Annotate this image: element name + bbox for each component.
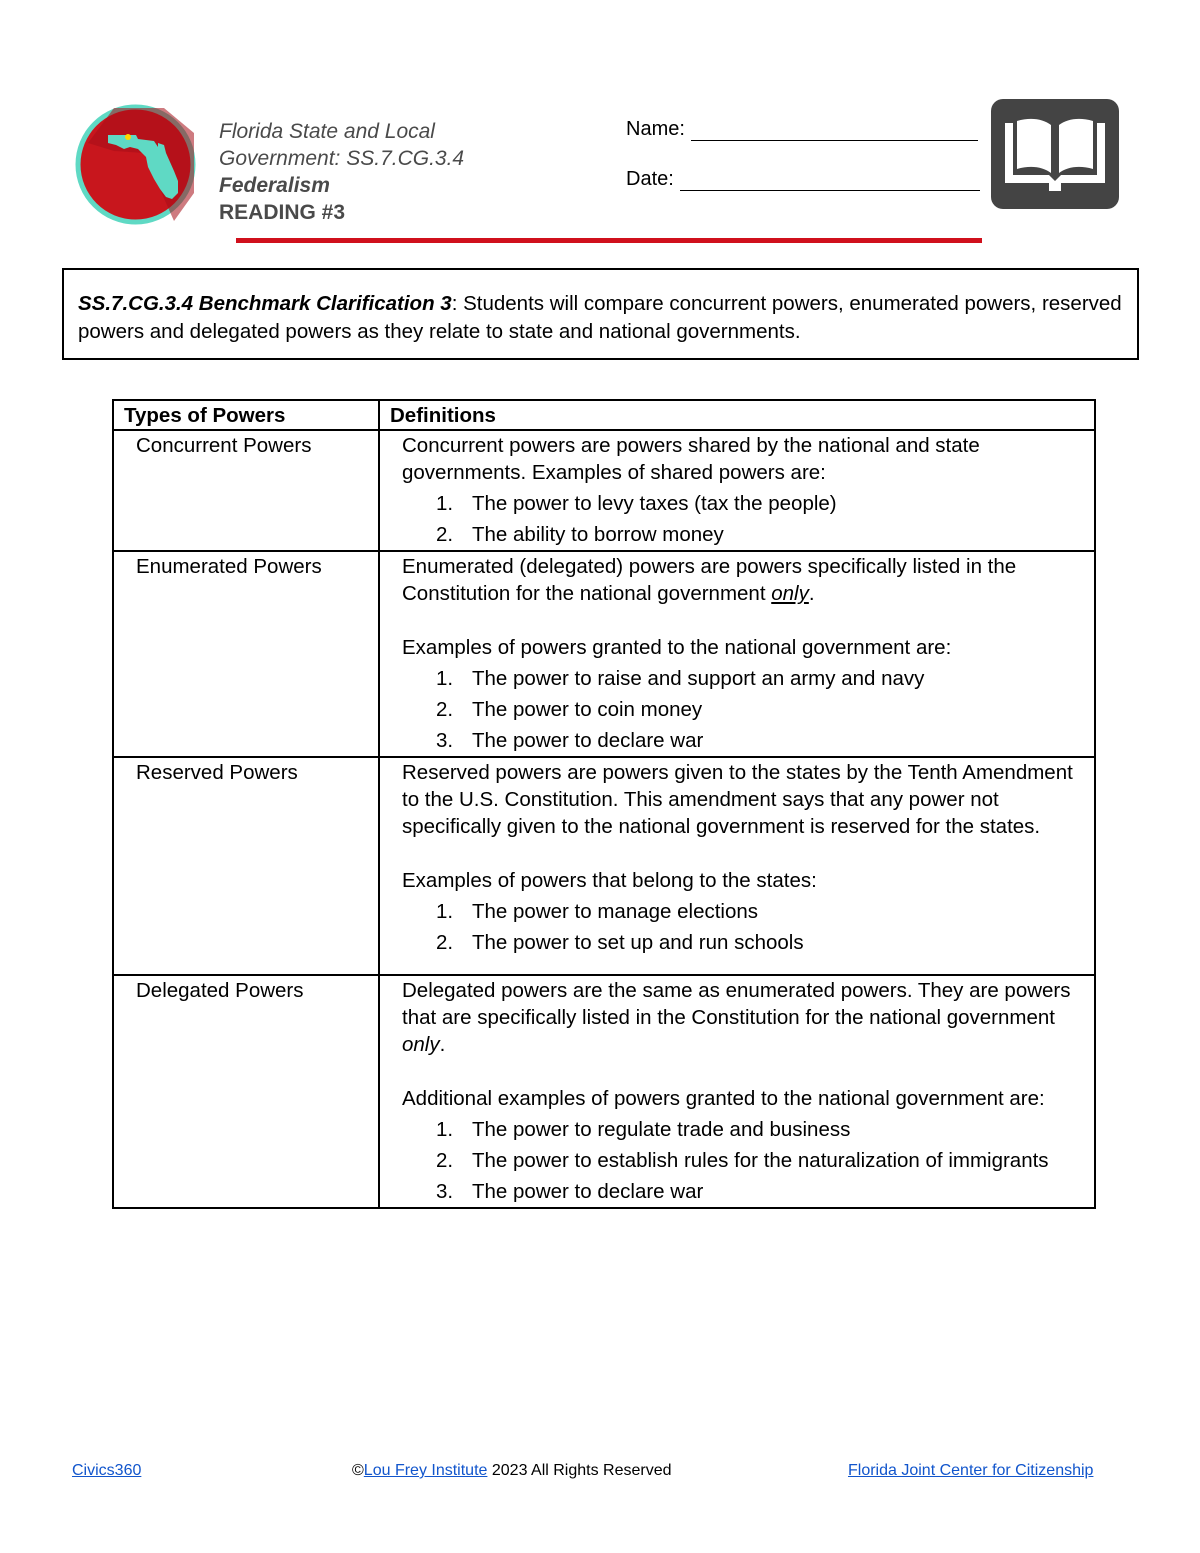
- title-block: [219, 118, 464, 226]
- header-types: Types of Powers: [113, 400, 379, 430]
- powers-table: [112, 399, 1096, 1209]
- name-field[interactable]: [626, 118, 978, 141]
- table-row: [113, 551, 1095, 757]
- table-header-row: [113, 400, 1095, 430]
- table-row: [113, 975, 1095, 1208]
- header-divider: [236, 238, 982, 243]
- power-definition: [379, 430, 1095, 551]
- civics360-link[interactable]: Civics360: [72, 1462, 142, 1479]
- power-definition: [379, 757, 1095, 975]
- rights-text: 2023 All Rights Reserved: [487, 1462, 672, 1479]
- benchmark-label: SS.7.CG.3.4 Benchmark Clarification 3: [78, 292, 452, 315]
- examples-intro: Examples of powers that belong to the states:: [402, 869, 817, 892]
- florida-map-logo-icon: [74, 103, 197, 226]
- list-item: 2. The power to establish rules for the naturalization of immigrants: [436, 1149, 1049, 1172]
- power-type: Delegated Powers: [113, 975, 379, 1208]
- list-item: 1. The power to levy taxes (tax the people): [436, 492, 837, 515]
- definition-text: Delegated powers are the same as enumerated powers. They are powers that are specifically listed in the Constitution for the national government only.: [402, 979, 1071, 1056]
- examples-list: [402, 665, 1084, 754]
- topic-title: Federalism: [219, 174, 330, 197]
- emphasis-only: only: [771, 582, 809, 605]
- benchmark-box: [62, 268, 1139, 360]
- header-definitions: Definitions: [379, 400, 1095, 430]
- definition-text: Reserved powers are powers given to the states by the Tenth Amendment to the U.S. Constitution. This amendment says that any power not specifically given to the national government is reserved for the states.: [402, 761, 1073, 838]
- copyright-symbol: ©: [352, 1462, 364, 1479]
- examples-list: [402, 1116, 1084, 1205]
- examples-list: [402, 898, 1084, 956]
- examples-intro: Additional examples of powers granted to the national government are:: [402, 1087, 1045, 1110]
- title-line-2: Government: SS.7.CG.3.4: [219, 147, 465, 170]
- examples-intro: Examples of powers granted to the national government are:: [402, 636, 952, 659]
- list-item: 2. The power to coin money: [436, 698, 703, 721]
- benchmark-colon: :: [451, 292, 464, 315]
- footer-copyright: [352, 1462, 672, 1480]
- emphasis-only: only: [402, 1033, 440, 1056]
- power-definition: [379, 551, 1095, 757]
- list-item: 1. The power to regulate trade and business: [436, 1118, 851, 1141]
- name-line[interactable]: [691, 120, 978, 141]
- footer-left: [72, 1462, 141, 1480]
- reading-number: READING #3: [219, 201, 346, 224]
- list-item: 1. The power to manage elections: [436, 900, 759, 923]
- date-field[interactable]: [626, 168, 980, 191]
- name-label: Name:: [626, 118, 685, 140]
- date-line[interactable]: [680, 170, 980, 191]
- power-type: Enumerated Powers: [113, 551, 379, 757]
- power-type: Concurrent Powers: [113, 430, 379, 551]
- benchmark-text: Students will compare concurrent powers, enumerated powers, reserved powers and delegated powers as they relate to state and national governments.: [78, 292, 1122, 343]
- table-row: [113, 757, 1095, 975]
- title-line-1: Florida State and Local: [219, 120, 435, 143]
- table-row: [113, 430, 1095, 551]
- footer-right: [848, 1462, 1093, 1480]
- definition-text: Enumerated (delegated) powers are powers specifically listed in the Constitution for the national government only.: [402, 555, 1017, 605]
- power-type: Reserved Powers: [113, 757, 379, 975]
- definition-text: Concurrent powers are powers shared by the national and state governments. Examples of shared powers are:: [402, 434, 980, 484]
- list-item: 3. The power to declare war: [436, 1180, 704, 1203]
- lou-frey-link[interactable]: Lou Frey Institute: [363, 1462, 488, 1479]
- power-definition: [379, 975, 1095, 1208]
- open-book-icon: [991, 99, 1119, 209]
- list-item: 2. The power to set up and run schools: [436, 931, 804, 954]
- date-label: Date:: [626, 168, 674, 190]
- list-item: 3. The power to declare war: [436, 729, 704, 752]
- examples-list: [402, 490, 1084, 548]
- list-item: 1. The power to raise and support an army and navy: [436, 667, 925, 690]
- fjcc-link[interactable]: Florida Joint Center for Citizenship: [848, 1462, 1094, 1479]
- list-item: 2. The ability to borrow money: [436, 523, 724, 546]
